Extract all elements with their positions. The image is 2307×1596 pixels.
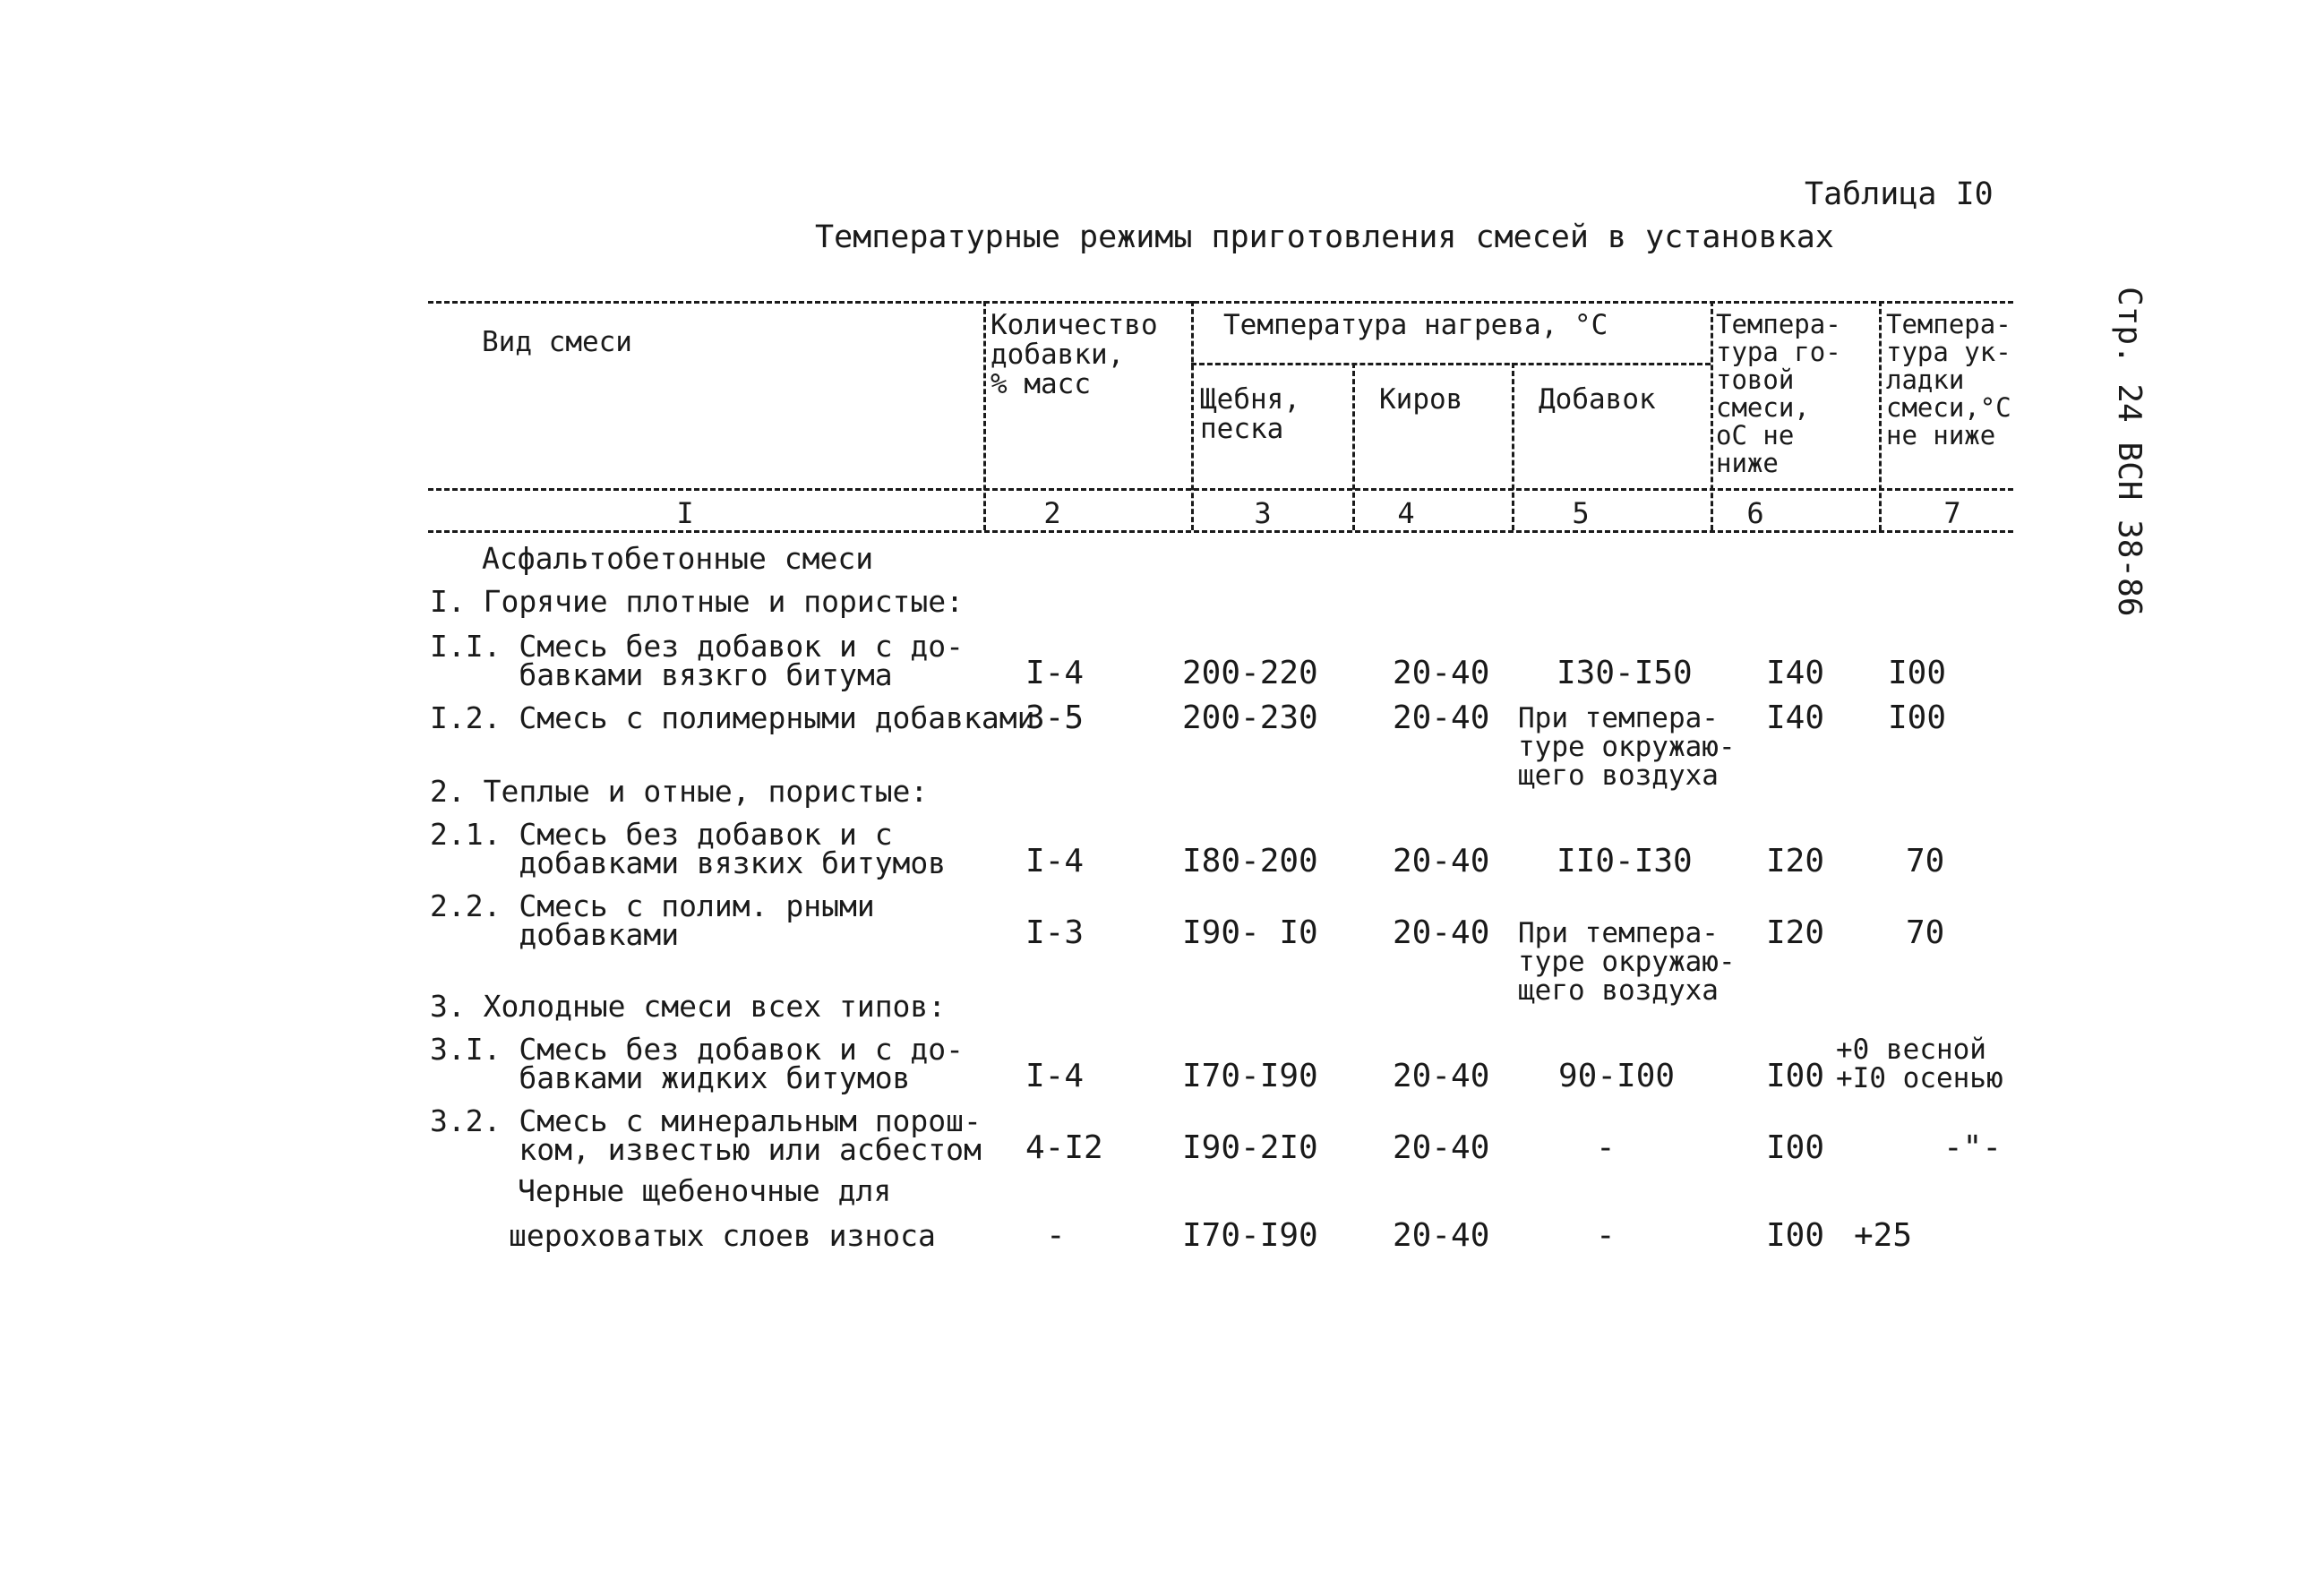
row-3-2-ready-temp: I00 [1766, 1129, 1825, 1166]
header-heating-temperature: Температура нагрева, °С [1223, 309, 1608, 341]
row-3-1-ready-temp: I00 [1766, 1058, 1825, 1094]
column-number-7: 7 [1943, 496, 1961, 530]
side-page-reference: Стр. 24 ВСН 38-86 [2111, 287, 2148, 617]
header-crushed-stone-sand: Щебня, песка [1200, 383, 1300, 445]
row-3-1-name: 3.I. Смесь без добавок и с до- бавками жидких битумов [430, 1032, 965, 1095]
row-3-2-additive-temp: - [1596, 1129, 1616, 1166]
row-2-1-additive-temp: II0-I30 [1557, 843, 1693, 880]
row-3-1-qty: I-4 [1025, 1058, 1085, 1094]
header-laying-temperature: Темпера- тура ук- ладки смеси,°С не ниже [1886, 309, 2011, 450]
row-3-2-name: 3.2. Смесь с минеральным порош- ком, известью или асбестом [430, 1103, 982, 1167]
row-4-name-line1: Черные щебеночные для [518, 1173, 892, 1208]
row-1-1-stone-temp: 200-220 [1182, 655, 1318, 691]
row-2-2-laying-temp: 70 [1906, 914, 1945, 951]
row-1-2-binder-temp: 20-40 [1393, 699, 1490, 736]
row-1-1-qty: I-4 [1025, 655, 1085, 691]
header-binders: Киров [1379, 383, 1463, 416]
group-hot-mixes: I. Горячие плотные и пористые: [430, 584, 965, 619]
section-asphalt-mixes: Асфальтобетонные смеси [482, 541, 874, 576]
column-number-6: 6 [1746, 496, 1764, 530]
row-2-2-stone-temp: I90- I0 [1182, 914, 1318, 951]
col-divider-4 [1512, 363, 1514, 530]
row-2-1-name: 2.1. Смесь без добавок и с добавками вязких битумов [430, 817, 947, 880]
row-2-1-binder-temp: 20-40 [1393, 843, 1490, 880]
group-cold-mixes: 3. Холодные смеси всех типов: [430, 989, 947, 1024]
row-1-1-binder-temp: 20-40 [1393, 655, 1490, 691]
row-4-qty: - [1046, 1217, 1066, 1254]
row-3-2-qty: 4-I2 [1025, 1129, 1103, 1166]
numbers-bottom-rule [428, 530, 2013, 533]
column-number-5: 5 [1572, 496, 1590, 530]
row-1-1-name: I.I. Смесь без добавок и с до- бавками вязкго битума [430, 629, 965, 692]
header-additives: Добавок [1539, 383, 1656, 416]
row-2-2-ready-temp: I20 [1766, 914, 1825, 951]
row-4-ready-temp: I00 [1766, 1217, 1825, 1254]
row-2-1-ready-temp: I20 [1766, 843, 1825, 880]
row-3-2-stone-temp: I90-2I0 [1182, 1129, 1318, 1166]
column-number-4: 4 [1397, 496, 1415, 530]
row-4-additive-temp: - [1596, 1217, 1616, 1254]
row-1-2-stone-temp: 200-230 [1182, 699, 1318, 736]
table-title: Температурные режимы приготовления смесей в установках [815, 219, 1834, 255]
row-3-1-stone-temp: I70-I90 [1182, 1058, 1318, 1094]
row-1-1-laying-temp: I00 [1888, 655, 1947, 691]
row-2-2-qty: I-3 [1025, 914, 1085, 951]
row-1-2-qty: 3-5 [1025, 699, 1085, 736]
header-additive-amount: Количество добавки, % масс [991, 309, 1158, 400]
row-1-2-laying-temp: I00 [1888, 699, 1947, 736]
col-divider-3 [1352, 363, 1355, 530]
row-4-binder-temp: 20-40 [1393, 1217, 1490, 1254]
col-divider-5 [1711, 301, 1713, 530]
row-3-2-laying-temp: -"- [1943, 1129, 2003, 1166]
row-4-stone-temp: I70-I90 [1182, 1217, 1318, 1254]
row-2-1-laying-temp: 70 [1906, 843, 1945, 880]
col-divider-6 [1879, 301, 1882, 530]
row-1-2-name: I.2. Смесь с полимерными добавками [430, 700, 1035, 735]
header-ready-mix-temperature: Темпера- тура го- товой смеси, оС не ниже [1716, 309, 1841, 478]
column-number-3: 3 [1254, 496, 1272, 530]
row-2-1-qty: I-4 [1025, 843, 1085, 880]
row-3-2-binder-temp: 20-40 [1393, 1129, 1490, 1166]
table-top-rule [428, 301, 2013, 304]
column-number-1: I [676, 496, 694, 530]
row-1-1-ready-temp: I40 [1766, 655, 1825, 691]
header-mixture-type: Вид смеси [482, 326, 632, 358]
group-warm-mixes: 2. Теплые и отные, пористые: [430, 774, 929, 809]
row-2-2-name: 2.2. Смесь с полим. рными добавками [430, 888, 875, 952]
table-label: Таблица I0 [1805, 176, 1994, 212]
row-1-1-additive-temp: I30-I50 [1557, 655, 1693, 691]
col-divider-2 [1191, 301, 1194, 530]
col-divider-1 [983, 301, 986, 530]
row-4-name-line2: шероховатых слоев износа [509, 1218, 936, 1253]
row-1-2-additive-temp: При темпера- туре окружаю- щего воздуха [1518, 702, 1736, 792]
heat-group-rule [1191, 363, 1711, 365]
row-3-1-additive-temp: 90-I00 [1558, 1058, 1676, 1094]
row-1-2-ready-temp: I40 [1766, 699, 1825, 736]
row-2-2-binder-temp: 20-40 [1393, 914, 1490, 951]
row-3-1-binder-temp: 20-40 [1393, 1058, 1490, 1094]
row-2-1-stone-temp: I80-200 [1182, 843, 1318, 880]
column-number-2: 2 [1043, 496, 1061, 530]
header-bottom-rule [428, 488, 2013, 491]
row-2-2-additive-temp: При темпера- туре окружаю- щего воздуха [1518, 917, 1736, 1007]
row-3-1-laying-temp: +0 весной +I0 осенью [1836, 1034, 2003, 1094]
row-4-laying-temp: +25 [1854, 1217, 1913, 1254]
